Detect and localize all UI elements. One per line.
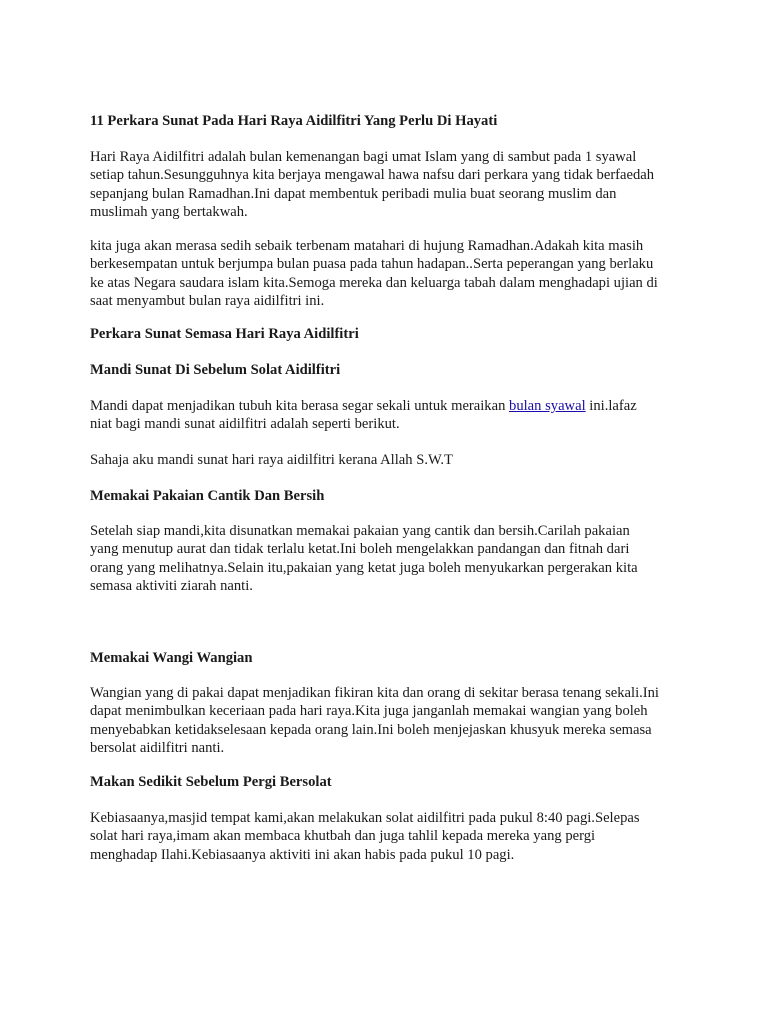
text-line: ke atas Negara saudara islam kita.Semoga mereka dan keluarga tabah dalam menghadapi ujian di	[90, 274, 658, 291]
mandi-text-after-link: ini.lafaz	[585, 398, 637, 414]
makan-paragraph	[90, 809, 640, 864]
text-line: menyebabkan ketidakselesaan kepada orang lain.Ini boleh menjejaskan khusyuk mereka semasa	[90, 721, 652, 738]
text-line: niat bagi mandi sunat aidilfitri adalah seperti berikut.	[90, 416, 400, 433]
mandi-text-before-link: Mandi dapat menjadikan tubuh kita berasa segar sekali untuk meraikan	[90, 398, 510, 414]
document-title: 11 Perkara Sunat Pada Hari Raya Aidilfitri Yang Perlu Di Hayati	[90, 113, 498, 129]
text-line: sepanjang bulan Ramadhan.Ini dapat membentuk peribadi mulia buat seorang muslim dan	[90, 185, 617, 202]
text-line: Hari Raya Aidilfitri adalah bulan kemenangan bagi umat Islam yang di sambut pada 1 syawal	[90, 149, 637, 165]
text-line: semasa aktiviti ziarah nanti.	[90, 577, 253, 594]
text-line: berkesempatan untuk berjumpa bulan puasa pada tahun hadapan..Serta peperangan yang berlaku	[90, 256, 654, 273]
text-line: bersolat aidilfitri nanti.	[90, 739, 225, 756]
text-line: Kebiasaanya,masjid tempat kami,akan melakukan solat aidilfitri pada pukul 8:40 pagi.Selepas	[90, 810, 640, 826]
text-line: Setelah siap mandi,kita disunatkan memakai pakaian yang cantik dan bersih.Carilah pakaian	[90, 523, 630, 539]
text-line: dapat menimbulkan keceriaan pada hari raya.Kita juga janganlah memakai wangian yang boleh	[90, 703, 648, 720]
wangian-paragraph	[90, 684, 659, 757]
text-line: kita juga akan merasa sedih sebaik terbenam matahari di hujung Ramadhan.Adakah kita masih	[90, 238, 644, 254]
text-line: setiap tahun.Sesungguhnya kita berjaya mengawal hawa nafsu dari perkara yang tidak berfaedah	[90, 167, 655, 184]
text-line: orang yang melihatnya.Selain itu,pakaian yang ketat juga boleh menyukarkan pergerakan kita	[90, 559, 638, 576]
pakaian-heading: Memakai Pakaian Cantik Dan Bersih	[90, 488, 325, 504]
text-line: yang menutup aurat dan tidak terlalu ketat.Ini boleh mengelakkan pandangan dan fitnah dari	[90, 541, 630, 558]
text-line: menghadap Ilahi.Kebiasaanya aktiviti ini akan habis pada pukul 10 pagi.	[90, 846, 515, 863]
mandi-paragraph	[90, 397, 637, 434]
makan-heading: Makan Sedikit Sebelum Pergi Bersolat	[90, 774, 332, 790]
pakaian-paragraph	[90, 522, 638, 595]
bulan-syawal-link[interactable]: bulan syawal	[509, 398, 586, 414]
mandi-niat-paragraph: Sahaja aku mandi sunat hari raya aidilfitri kerana Allah S.W.T	[90, 452, 453, 468]
text-line: muslimah yang bertakwah.	[90, 203, 248, 220]
wangian-heading: Memakai Wangi Wangian	[90, 650, 253, 666]
mandi-heading: Mandi Sunat Di Sebelum Solat Aidilfitri	[90, 362, 341, 378]
text-line: solat hari raya,imam akan membaca khutbah dan juga tahlil kepada mereka yang pergi	[90, 828, 596, 845]
text-line	[90, 397, 637, 415]
text-line: saat menyambut bulan raya aidilfitri ini.	[90, 292, 325, 309]
intro-paragraph-2	[90, 237, 658, 310]
text-line: Wangian yang di pakai dapat menjadikan fikiran kita dan orang di sekitar berasa tenang sekali.Ini	[90, 685, 659, 701]
section-heading: Perkara Sunat Semasa Hari Raya Aidilfitri	[90, 326, 359, 342]
intro-paragraph-1	[90, 148, 654, 221]
